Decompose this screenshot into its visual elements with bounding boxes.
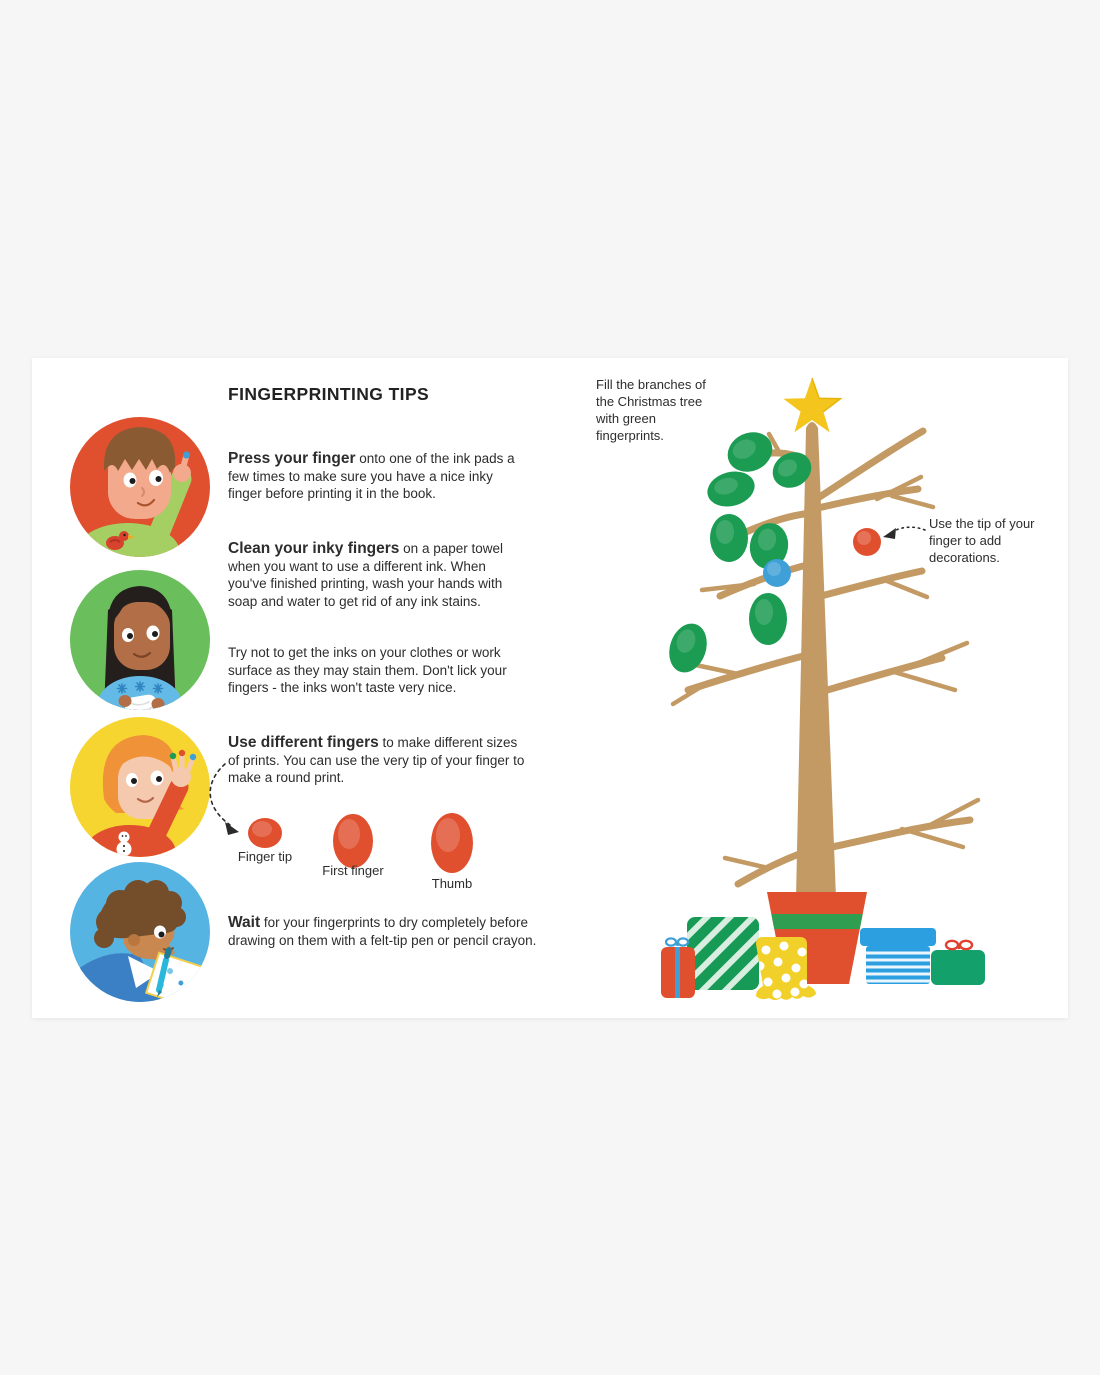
- tip-press-your-finger: Press your finger onto one of the ink pads a few times to make sure you have a nice inky finger before printing it in the book.: [228, 450, 515, 501]
- tip-wait: Wait for your fingerprints to dry completely before drawing on them with a felt-tip pen or pencil crayon.: [228, 914, 537, 948]
- tip-lead: Clean your inky fingers: [228, 540, 400, 557]
- tip-lead: Wait: [228, 914, 261, 931]
- christmas-tree: [663, 378, 978, 898]
- present-yellow-polka: [756, 937, 817, 1000]
- first-finger-print-label: First finger: [322, 863, 384, 878]
- tip-lead: Use different fingers: [228, 734, 379, 751]
- dotted-arrow-to-ornament: [883, 527, 925, 539]
- fingertip-print-label: Finger tip: [237, 849, 293, 864]
- thumb-print-label: Thumb: [431, 876, 473, 891]
- illustrations-layer: [32, 358, 1068, 1018]
- page-title: FINGERPRINTING TIPS: [228, 384, 430, 404]
- tip-use-different-fingers: Use different fingers to make different sizes of prints. You can use the very tip of your finger to make a round print.: [228, 734, 525, 785]
- present-blue-striped: [860, 928, 936, 984]
- present-red-bow: [661, 938, 695, 998]
- green-fingerprints: [663, 425, 818, 677]
- book-spread: [32, 358, 1068, 1018]
- tip-clean-your-inky-fingers: Clean your inky fingers on a paper towel when you want to use a different ink. When you've finished printing, wash your hands with soap and water to get rid of any ink stains.: [228, 540, 503, 609]
- tree-caption: Fill the branches of the Christmas tree with green fingerprints.: [596, 377, 706, 443]
- present-teal-bow: [931, 941, 985, 985]
- tip-lead: Press your finger: [228, 450, 356, 467]
- tip-clean-extra-note: Try not to get the inks on your clothes or work surface as they may stain them. Don't lick your fingers - the inks won't taste very nice.: [228, 645, 507, 695]
- decoration-caption: Use the tip of your finger to add decorations.: [929, 516, 1035, 565]
